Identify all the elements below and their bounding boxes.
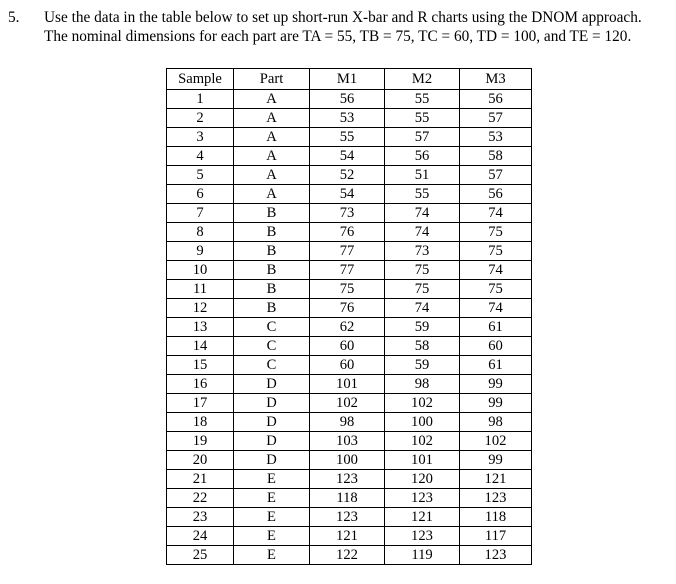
cell-m1: 122 xyxy=(310,546,385,565)
header-sample: Sample xyxy=(167,69,234,90)
cell-part: E xyxy=(234,546,310,565)
cell-m2: 123 xyxy=(385,527,460,546)
cell-m1: 75 xyxy=(310,280,385,299)
cell-sample: 16 xyxy=(167,375,234,394)
cell-sample: 13 xyxy=(167,318,234,337)
cell-m1: 121 xyxy=(310,527,385,546)
table-row xyxy=(167,546,532,565)
table-row xyxy=(167,185,532,204)
cell-part: C xyxy=(234,337,310,356)
table-row xyxy=(167,90,532,109)
table-row xyxy=(167,223,532,242)
cell-m1: 100 xyxy=(310,451,385,470)
table-body xyxy=(167,90,532,565)
table-row xyxy=(167,204,532,223)
cell-m2: 58 xyxy=(385,337,460,356)
cell-part: C xyxy=(234,318,310,337)
data-table xyxy=(166,68,532,565)
cell-part: B xyxy=(234,223,310,242)
cell-m3: 118 xyxy=(460,508,532,527)
cell-part: A xyxy=(234,128,310,147)
cell-m2: 102 xyxy=(385,394,460,413)
cell-m3: 99 xyxy=(460,451,532,470)
table-row xyxy=(167,109,532,128)
cell-m3: 75 xyxy=(460,280,532,299)
cell-m2: 123 xyxy=(385,489,460,508)
cell-m3: 123 xyxy=(460,546,532,565)
cell-part: B xyxy=(234,261,310,280)
table-header-row xyxy=(167,69,532,90)
table-row xyxy=(167,318,532,337)
problem-text-line-2: The nominal dimensions for each part are TA = 55, TB = 75, TC = 60, TD = 100, and TE = 120. xyxy=(44,28,632,45)
cell-part: A xyxy=(234,90,310,109)
table-row xyxy=(167,356,532,375)
cell-m3: 75 xyxy=(460,223,532,242)
cell-m3: 53 xyxy=(460,128,532,147)
cell-part: C xyxy=(234,356,310,375)
cell-m3: 56 xyxy=(460,185,532,204)
table-row xyxy=(167,147,532,166)
cell-m3: 57 xyxy=(460,166,532,185)
cell-part: E xyxy=(234,508,310,527)
cell-part: A xyxy=(234,147,310,166)
cell-part: B xyxy=(234,242,310,261)
cell-m1: 102 xyxy=(310,394,385,413)
cell-sample: 19 xyxy=(167,432,234,451)
cell-sample: 3 xyxy=(167,128,234,147)
cell-m2: 51 xyxy=(385,166,460,185)
cell-m1: 73 xyxy=(310,204,385,223)
cell-m3: 99 xyxy=(460,375,532,394)
cell-m1: 60 xyxy=(310,337,385,356)
cell-part: D xyxy=(234,413,310,432)
header-m3: M3 xyxy=(460,69,532,90)
cell-m2: 120 xyxy=(385,470,460,489)
table-row xyxy=(167,413,532,432)
cell-m2: 55 xyxy=(385,90,460,109)
cell-sample: 11 xyxy=(167,280,234,299)
cell-part: A xyxy=(234,109,310,128)
cell-m1: 77 xyxy=(310,242,385,261)
cell-sample: 8 xyxy=(167,223,234,242)
cell-part: B xyxy=(234,204,310,223)
cell-m3: 121 xyxy=(460,470,532,489)
cell-sample: 23 xyxy=(167,508,234,527)
cell-sample: 20 xyxy=(167,451,234,470)
cell-m3: 98 xyxy=(460,413,532,432)
cell-part: D xyxy=(234,451,310,470)
cell-sample: 6 xyxy=(167,185,234,204)
cell-m2: 98 xyxy=(385,375,460,394)
cell-sample: 4 xyxy=(167,147,234,166)
cell-part: D xyxy=(234,375,310,394)
cell-sample: 18 xyxy=(167,413,234,432)
cell-m2: 75 xyxy=(385,261,460,280)
cell-m1: 123 xyxy=(310,508,385,527)
cell-m1: 103 xyxy=(310,432,385,451)
cell-sample: 5 xyxy=(167,166,234,185)
cell-m2: 75 xyxy=(385,280,460,299)
table-row xyxy=(167,527,532,546)
cell-sample: 2 xyxy=(167,109,234,128)
table-row xyxy=(167,337,532,356)
table-row xyxy=(167,261,532,280)
cell-m1: 55 xyxy=(310,128,385,147)
cell-m1: 123 xyxy=(310,470,385,489)
cell-m1: 118 xyxy=(310,489,385,508)
cell-m3: 57 xyxy=(460,109,532,128)
table-row xyxy=(167,394,532,413)
cell-part: B xyxy=(234,280,310,299)
cell-m1: 60 xyxy=(310,356,385,375)
cell-sample: 17 xyxy=(167,394,234,413)
table-row xyxy=(167,299,532,318)
cell-part: E xyxy=(234,527,310,546)
cell-m3: 99 xyxy=(460,394,532,413)
cell-m1: 77 xyxy=(310,261,385,280)
cell-m3: 74 xyxy=(460,204,532,223)
cell-m3: 123 xyxy=(460,489,532,508)
table-row xyxy=(167,432,532,451)
cell-m3: 61 xyxy=(460,318,532,337)
cell-part: D xyxy=(234,432,310,451)
table-row xyxy=(167,375,532,394)
cell-m1: 54 xyxy=(310,147,385,166)
cell-m2: 59 xyxy=(385,318,460,337)
cell-m1: 54 xyxy=(310,185,385,204)
cell-m2: 74 xyxy=(385,204,460,223)
table-row xyxy=(167,451,532,470)
cell-m3: 102 xyxy=(460,432,532,451)
table-row xyxy=(167,508,532,527)
cell-sample: 1 xyxy=(167,90,234,109)
cell-sample: 14 xyxy=(167,337,234,356)
cell-m1: 62 xyxy=(310,318,385,337)
cell-m2: 59 xyxy=(385,356,460,375)
header-m1: M1 xyxy=(310,69,385,90)
cell-m3: 75 xyxy=(460,242,532,261)
cell-sample: 10 xyxy=(167,261,234,280)
cell-m2: 119 xyxy=(385,546,460,565)
cell-m3: 58 xyxy=(460,147,532,166)
cell-m1: 101 xyxy=(310,375,385,394)
table-row xyxy=(167,489,532,508)
problem-text-line-1: Use the data in the table below to set up short-run X-bar and R charts using the DNOM approach. xyxy=(44,9,642,26)
cell-m1: 76 xyxy=(310,223,385,242)
header-m2: M2 xyxy=(385,69,460,90)
cell-m1: 76 xyxy=(310,299,385,318)
cell-m2: 102 xyxy=(385,432,460,451)
cell-m2: 56 xyxy=(385,147,460,166)
cell-part: E xyxy=(234,489,310,508)
cell-m2: 55 xyxy=(385,109,460,128)
cell-m1: 53 xyxy=(310,109,385,128)
cell-sample: 21 xyxy=(167,470,234,489)
header-part: Part xyxy=(234,69,310,90)
cell-m1: 52 xyxy=(310,166,385,185)
cell-m3: 60 xyxy=(460,337,532,356)
cell-m2: 57 xyxy=(385,128,460,147)
cell-m2: 73 xyxy=(385,242,460,261)
table-row xyxy=(167,280,532,299)
cell-m3: 74 xyxy=(460,299,532,318)
cell-part: B xyxy=(234,299,310,318)
cell-part: A xyxy=(234,185,310,204)
table-row xyxy=(167,242,532,261)
cell-part: A xyxy=(234,166,310,185)
table-row xyxy=(167,128,532,147)
cell-m2: 121 xyxy=(385,508,460,527)
cell-part: D xyxy=(234,394,310,413)
cell-part: E xyxy=(234,470,310,489)
cell-m1: 98 xyxy=(310,413,385,432)
cell-sample: 24 xyxy=(167,527,234,546)
cell-m3: 74 xyxy=(460,261,532,280)
cell-m2: 74 xyxy=(385,223,460,242)
cell-sample: 15 xyxy=(167,356,234,375)
problem-number: 5. xyxy=(8,9,20,26)
table-row xyxy=(167,166,532,185)
cell-m1: 56 xyxy=(310,90,385,109)
cell-m2: 55 xyxy=(385,185,460,204)
cell-m3: 117 xyxy=(460,527,532,546)
cell-sample: 9 xyxy=(167,242,234,261)
cell-m2: 100 xyxy=(385,413,460,432)
cell-sample: 22 xyxy=(167,489,234,508)
cell-sample: 25 xyxy=(167,546,234,565)
cell-m3: 56 xyxy=(460,90,532,109)
cell-m2: 74 xyxy=(385,299,460,318)
cell-sample: 7 xyxy=(167,204,234,223)
cell-sample: 12 xyxy=(167,299,234,318)
table-row xyxy=(167,470,532,489)
cell-m2: 101 xyxy=(385,451,460,470)
cell-m3: 61 xyxy=(460,356,532,375)
